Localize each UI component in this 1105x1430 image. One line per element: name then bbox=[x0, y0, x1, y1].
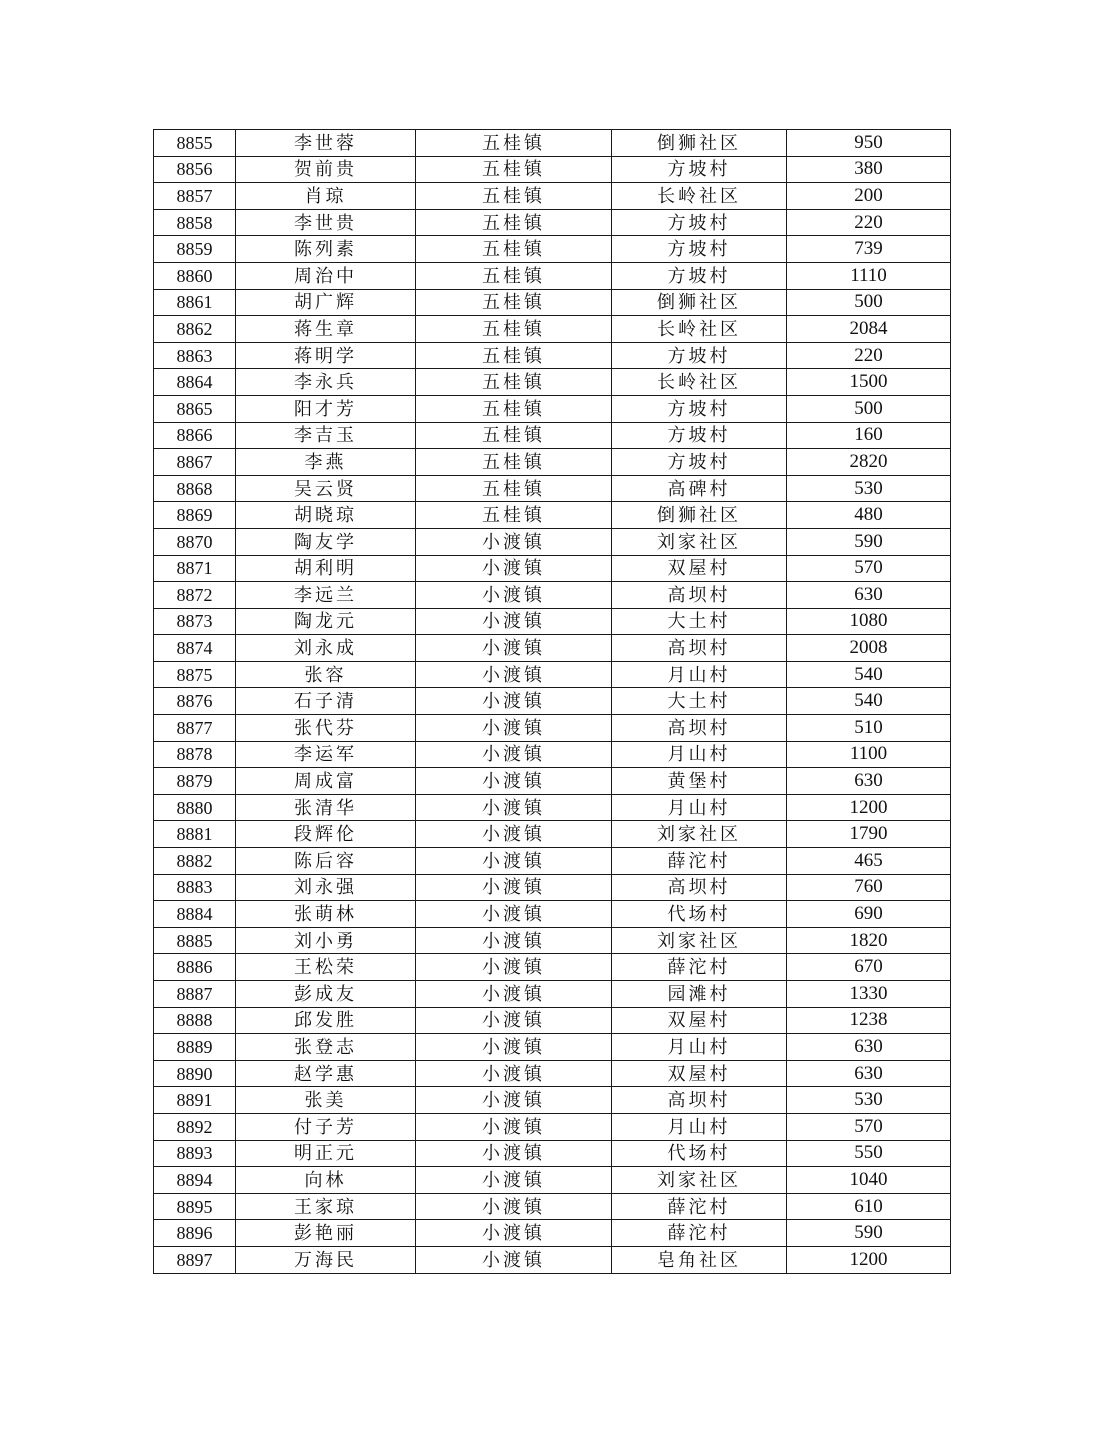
town-cell: 小渡镇 bbox=[416, 1220, 612, 1247]
village-cell: 薛沱村 bbox=[612, 848, 787, 875]
table-row bbox=[154, 874, 951, 901]
town-cell: 五桂镇 bbox=[416, 236, 612, 263]
town-cell: 小渡镇 bbox=[416, 582, 612, 609]
row-number-cell: 8868 bbox=[154, 475, 236, 502]
town-cell: 五桂镇 bbox=[416, 369, 612, 396]
amount-cell: 1790 bbox=[787, 821, 951, 848]
amount-cell: 1820 bbox=[787, 927, 951, 954]
town-cell: 小渡镇 bbox=[416, 954, 612, 981]
name-cell: 刘永强 bbox=[236, 874, 416, 901]
name-cell: 陶友学 bbox=[236, 528, 416, 555]
town-cell: 小渡镇 bbox=[416, 1034, 612, 1061]
table-row bbox=[154, 555, 951, 582]
amount-cell: 2084 bbox=[787, 316, 951, 343]
village-cell: 长岭社区 bbox=[612, 183, 787, 210]
amount-cell: 630 bbox=[787, 768, 951, 795]
row-number-cell: 8877 bbox=[154, 715, 236, 742]
name-cell: 胡利明 bbox=[236, 555, 416, 582]
village-cell: 刘家社区 bbox=[612, 927, 787, 954]
village-cell: 方坡村 bbox=[612, 236, 787, 263]
table-row bbox=[154, 422, 951, 449]
table-row bbox=[154, 927, 951, 954]
amount-cell: 1330 bbox=[787, 981, 951, 1008]
amount-cell: 220 bbox=[787, 209, 951, 236]
village-cell: 月山村 bbox=[612, 1113, 787, 1140]
village-cell: 园滩村 bbox=[612, 981, 787, 1008]
table-row bbox=[154, 449, 951, 476]
name-cell: 段辉伦 bbox=[236, 821, 416, 848]
table-row bbox=[154, 661, 951, 688]
table-row bbox=[154, 209, 951, 236]
amount-cell: 670 bbox=[787, 954, 951, 981]
amount-cell: 1200 bbox=[787, 1246, 951, 1273]
name-cell: 吴云贤 bbox=[236, 475, 416, 502]
name-cell: 张萌林 bbox=[236, 901, 416, 928]
table-row bbox=[154, 1193, 951, 1220]
amount-cell: 950 bbox=[787, 130, 951, 157]
amount-cell: 1040 bbox=[787, 1167, 951, 1194]
town-cell: 小渡镇 bbox=[416, 848, 612, 875]
town-cell: 五桂镇 bbox=[416, 183, 612, 210]
amount-cell: 220 bbox=[787, 342, 951, 369]
town-cell: 小渡镇 bbox=[416, 768, 612, 795]
village-cell: 高坝村 bbox=[612, 874, 787, 901]
name-cell: 李运军 bbox=[236, 741, 416, 768]
village-cell: 高坝村 bbox=[612, 635, 787, 662]
amount-cell: 690 bbox=[787, 901, 951, 928]
village-cell: 代场村 bbox=[612, 901, 787, 928]
amount-cell: 480 bbox=[787, 502, 951, 529]
table-row bbox=[154, 1034, 951, 1061]
town-cell: 小渡镇 bbox=[416, 1167, 612, 1194]
table-row bbox=[154, 1167, 951, 1194]
row-number-cell: 8893 bbox=[154, 1140, 236, 1167]
village-cell: 刘家社区 bbox=[612, 821, 787, 848]
village-cell: 薛沱村 bbox=[612, 1193, 787, 1220]
row-number-cell: 8897 bbox=[154, 1246, 236, 1273]
amount-cell: 1200 bbox=[787, 794, 951, 821]
town-cell: 五桂镇 bbox=[416, 422, 612, 449]
row-number-cell: 8874 bbox=[154, 635, 236, 662]
table-row bbox=[154, 369, 951, 396]
row-number-cell: 8870 bbox=[154, 528, 236, 555]
row-number-cell: 8856 bbox=[154, 156, 236, 183]
town-cell: 五桂镇 bbox=[416, 289, 612, 316]
amount-cell: 570 bbox=[787, 1113, 951, 1140]
row-number-cell: 8861 bbox=[154, 289, 236, 316]
amount-cell: 540 bbox=[787, 661, 951, 688]
village-cell: 方坡村 bbox=[612, 209, 787, 236]
amount-cell: 540 bbox=[787, 688, 951, 715]
name-cell: 彭艳丽 bbox=[236, 1220, 416, 1247]
row-number-cell: 8867 bbox=[154, 449, 236, 476]
row-number-cell: 8885 bbox=[154, 927, 236, 954]
town-cell: 小渡镇 bbox=[416, 661, 612, 688]
table-row bbox=[154, 342, 951, 369]
row-number-cell: 8865 bbox=[154, 395, 236, 422]
village-cell: 高碑村 bbox=[612, 475, 787, 502]
name-cell: 李永兵 bbox=[236, 369, 416, 396]
town-cell: 小渡镇 bbox=[416, 1087, 612, 1114]
table-row bbox=[154, 1087, 951, 1114]
town-cell: 小渡镇 bbox=[416, 1246, 612, 1273]
row-number-cell: 8892 bbox=[154, 1113, 236, 1140]
amount-cell: 530 bbox=[787, 1087, 951, 1114]
town-cell: 五桂镇 bbox=[416, 262, 612, 289]
name-cell: 胡广辉 bbox=[236, 289, 416, 316]
amount-cell: 160 bbox=[787, 422, 951, 449]
table-row bbox=[154, 981, 951, 1008]
name-cell: 陈列素 bbox=[236, 236, 416, 263]
name-cell: 贺前贵 bbox=[236, 156, 416, 183]
row-number-cell: 8886 bbox=[154, 954, 236, 981]
table-row bbox=[154, 395, 951, 422]
row-number-cell: 8887 bbox=[154, 981, 236, 1008]
name-cell: 陈后容 bbox=[236, 848, 416, 875]
row-number-cell: 8894 bbox=[154, 1167, 236, 1194]
row-number-cell: 8884 bbox=[154, 901, 236, 928]
row-number-cell: 8879 bbox=[154, 768, 236, 795]
village-cell: 方坡村 bbox=[612, 342, 787, 369]
table-row bbox=[154, 502, 951, 529]
name-cell: 石子清 bbox=[236, 688, 416, 715]
village-cell: 月山村 bbox=[612, 741, 787, 768]
row-number-cell: 8880 bbox=[154, 794, 236, 821]
table-row bbox=[154, 688, 951, 715]
row-number-cell: 8862 bbox=[154, 316, 236, 343]
table-row bbox=[154, 156, 951, 183]
name-cell: 阳才芳 bbox=[236, 395, 416, 422]
village-cell: 刘家社区 bbox=[612, 528, 787, 555]
amount-cell: 510 bbox=[787, 715, 951, 742]
amount-cell: 590 bbox=[787, 1220, 951, 1247]
table-row bbox=[154, 582, 951, 609]
name-cell: 张美 bbox=[236, 1087, 416, 1114]
amount-cell: 630 bbox=[787, 582, 951, 609]
row-number-cell: 8878 bbox=[154, 741, 236, 768]
village-cell: 月山村 bbox=[612, 661, 787, 688]
row-number-cell: 8869 bbox=[154, 502, 236, 529]
amount-cell: 550 bbox=[787, 1140, 951, 1167]
table-row bbox=[154, 848, 951, 875]
village-cell: 黄堡村 bbox=[612, 768, 787, 795]
village-cell: 薛沱村 bbox=[612, 1220, 787, 1247]
town-cell: 五桂镇 bbox=[416, 502, 612, 529]
row-number-cell: 8863 bbox=[154, 342, 236, 369]
town-cell: 小渡镇 bbox=[416, 981, 612, 1008]
name-cell: 李吉玉 bbox=[236, 422, 416, 449]
row-number-cell: 8873 bbox=[154, 608, 236, 635]
village-cell: 高坝村 bbox=[612, 715, 787, 742]
town-cell: 小渡镇 bbox=[416, 741, 612, 768]
row-number-cell: 8895 bbox=[154, 1193, 236, 1220]
roster-table bbox=[153, 129, 951, 1274]
village-cell: 方坡村 bbox=[612, 156, 787, 183]
table-row bbox=[154, 794, 951, 821]
village-cell: 方坡村 bbox=[612, 262, 787, 289]
row-number-cell: 8882 bbox=[154, 848, 236, 875]
name-cell: 赵学惠 bbox=[236, 1060, 416, 1087]
table-row bbox=[154, 289, 951, 316]
row-number-cell: 8866 bbox=[154, 422, 236, 449]
name-cell: 刘小勇 bbox=[236, 927, 416, 954]
village-cell: 大土村 bbox=[612, 688, 787, 715]
row-number-cell: 8883 bbox=[154, 874, 236, 901]
amount-cell: 630 bbox=[787, 1060, 951, 1087]
town-cell: 小渡镇 bbox=[416, 715, 612, 742]
town-cell: 五桂镇 bbox=[416, 475, 612, 502]
amount-cell: 465 bbox=[787, 848, 951, 875]
row-number-cell: 8855 bbox=[154, 130, 236, 157]
amount-cell: 200 bbox=[787, 183, 951, 210]
village-cell: 长岭社区 bbox=[612, 316, 787, 343]
amount-cell: 570 bbox=[787, 555, 951, 582]
town-cell: 小渡镇 bbox=[416, 874, 612, 901]
row-number-cell: 8859 bbox=[154, 236, 236, 263]
name-cell: 明正元 bbox=[236, 1140, 416, 1167]
amount-cell: 630 bbox=[787, 1034, 951, 1061]
amount-cell: 2820 bbox=[787, 449, 951, 476]
village-cell: 倒狮社区 bbox=[612, 130, 787, 157]
table-row bbox=[154, 236, 951, 263]
name-cell: 付子芳 bbox=[236, 1113, 416, 1140]
amount-cell: 739 bbox=[787, 236, 951, 263]
town-cell: 小渡镇 bbox=[416, 1113, 612, 1140]
table-row bbox=[154, 901, 951, 928]
village-cell: 月山村 bbox=[612, 1034, 787, 1061]
town-cell: 小渡镇 bbox=[416, 1193, 612, 1220]
amount-cell: 380 bbox=[787, 156, 951, 183]
name-cell: 邱发胜 bbox=[236, 1007, 416, 1034]
town-cell: 五桂镇 bbox=[416, 130, 612, 157]
village-cell: 刘家社区 bbox=[612, 1167, 787, 1194]
table-row bbox=[154, 1007, 951, 1034]
amount-cell: 610 bbox=[787, 1193, 951, 1220]
village-cell: 倒狮社区 bbox=[612, 289, 787, 316]
name-cell: 王松荣 bbox=[236, 954, 416, 981]
town-cell: 小渡镇 bbox=[416, 555, 612, 582]
table-row bbox=[154, 768, 951, 795]
row-number-cell: 8860 bbox=[154, 262, 236, 289]
table-row bbox=[154, 262, 951, 289]
table-row bbox=[154, 1113, 951, 1140]
table-row bbox=[154, 528, 951, 555]
village-cell: 月山村 bbox=[612, 794, 787, 821]
town-cell: 小渡镇 bbox=[416, 821, 612, 848]
table-row bbox=[154, 954, 951, 981]
roster-table-body bbox=[154, 130, 951, 1274]
table-row bbox=[154, 741, 951, 768]
amount-cell: 590 bbox=[787, 528, 951, 555]
amount-cell: 1110 bbox=[787, 262, 951, 289]
town-cell: 五桂镇 bbox=[416, 342, 612, 369]
village-cell: 高坝村 bbox=[612, 1087, 787, 1114]
row-number-cell: 8896 bbox=[154, 1220, 236, 1247]
name-cell: 张登志 bbox=[236, 1034, 416, 1061]
row-number-cell: 8875 bbox=[154, 661, 236, 688]
row-number-cell: 8889 bbox=[154, 1034, 236, 1061]
table-row bbox=[154, 608, 951, 635]
village-cell: 代场村 bbox=[612, 1140, 787, 1167]
town-cell: 小渡镇 bbox=[416, 794, 612, 821]
name-cell: 胡晓琼 bbox=[236, 502, 416, 529]
town-cell: 小渡镇 bbox=[416, 688, 612, 715]
amount-cell: 530 bbox=[787, 475, 951, 502]
name-cell: 李燕 bbox=[236, 449, 416, 476]
town-cell: 小渡镇 bbox=[416, 927, 612, 954]
table-row bbox=[154, 1140, 951, 1167]
name-cell: 周治中 bbox=[236, 262, 416, 289]
table-row bbox=[154, 1220, 951, 1247]
village-cell: 倒狮社区 bbox=[612, 502, 787, 529]
town-cell: 五桂镇 bbox=[416, 156, 612, 183]
name-cell: 向林 bbox=[236, 1167, 416, 1194]
name-cell: 李远兰 bbox=[236, 582, 416, 609]
row-number-cell: 8888 bbox=[154, 1007, 236, 1034]
amount-cell: 500 bbox=[787, 395, 951, 422]
village-cell: 双屋村 bbox=[612, 1007, 787, 1034]
table-row bbox=[154, 1060, 951, 1087]
amount-cell: 500 bbox=[787, 289, 951, 316]
amount-cell: 1080 bbox=[787, 608, 951, 635]
name-cell: 刘永成 bbox=[236, 635, 416, 662]
row-number-cell: 8876 bbox=[154, 688, 236, 715]
amount-cell: 2008 bbox=[787, 635, 951, 662]
row-number-cell: 8871 bbox=[154, 555, 236, 582]
row-number-cell: 8872 bbox=[154, 582, 236, 609]
village-cell: 皂角社区 bbox=[612, 1246, 787, 1273]
amount-cell: 760 bbox=[787, 874, 951, 901]
town-cell: 五桂镇 bbox=[416, 209, 612, 236]
table-row bbox=[154, 635, 951, 662]
village-cell: 高坝村 bbox=[612, 582, 787, 609]
name-cell: 王家琼 bbox=[236, 1193, 416, 1220]
table-row bbox=[154, 1246, 951, 1273]
row-number-cell: 8857 bbox=[154, 183, 236, 210]
name-cell: 李世蓉 bbox=[236, 130, 416, 157]
name-cell: 肖琼 bbox=[236, 183, 416, 210]
row-number-cell: 8881 bbox=[154, 821, 236, 848]
town-cell: 小渡镇 bbox=[416, 635, 612, 662]
row-number-cell: 8891 bbox=[154, 1087, 236, 1114]
village-cell: 长岭社区 bbox=[612, 369, 787, 396]
table-row bbox=[154, 475, 951, 502]
name-cell: 李世贵 bbox=[236, 209, 416, 236]
amount-cell: 1100 bbox=[787, 741, 951, 768]
name-cell: 彭成友 bbox=[236, 981, 416, 1008]
village-cell: 薛沱村 bbox=[612, 954, 787, 981]
name-cell: 蒋生章 bbox=[236, 316, 416, 343]
village-cell: 双屋村 bbox=[612, 1060, 787, 1087]
name-cell: 张清华 bbox=[236, 794, 416, 821]
table-row bbox=[154, 316, 951, 343]
row-number-cell: 8864 bbox=[154, 369, 236, 396]
amount-cell: 1500 bbox=[787, 369, 951, 396]
name-cell: 万海民 bbox=[236, 1246, 416, 1273]
name-cell: 陶龙元 bbox=[236, 608, 416, 635]
name-cell: 张容 bbox=[236, 661, 416, 688]
village-cell: 方坡村 bbox=[612, 422, 787, 449]
village-cell: 方坡村 bbox=[612, 449, 787, 476]
town-cell: 五桂镇 bbox=[416, 395, 612, 422]
table-row bbox=[154, 821, 951, 848]
amount-cell: 1238 bbox=[787, 1007, 951, 1034]
town-cell: 小渡镇 bbox=[416, 901, 612, 928]
name-cell: 周成富 bbox=[236, 768, 416, 795]
town-cell: 小渡镇 bbox=[416, 528, 612, 555]
row-number-cell: 8890 bbox=[154, 1060, 236, 1087]
town-cell: 五桂镇 bbox=[416, 316, 612, 343]
name-cell: 张代芬 bbox=[236, 715, 416, 742]
name-cell: 蒋明学 bbox=[236, 342, 416, 369]
table-row bbox=[154, 715, 951, 742]
town-cell: 小渡镇 bbox=[416, 1140, 612, 1167]
town-cell: 小渡镇 bbox=[416, 608, 612, 635]
village-cell: 双屋村 bbox=[612, 555, 787, 582]
table-row bbox=[154, 130, 951, 157]
town-cell: 小渡镇 bbox=[416, 1060, 612, 1087]
table-row bbox=[154, 183, 951, 210]
row-number-cell: 8858 bbox=[154, 209, 236, 236]
village-cell: 方坡村 bbox=[612, 395, 787, 422]
town-cell: 五桂镇 bbox=[416, 449, 612, 476]
town-cell: 小渡镇 bbox=[416, 1007, 612, 1034]
village-cell: 大土村 bbox=[612, 608, 787, 635]
